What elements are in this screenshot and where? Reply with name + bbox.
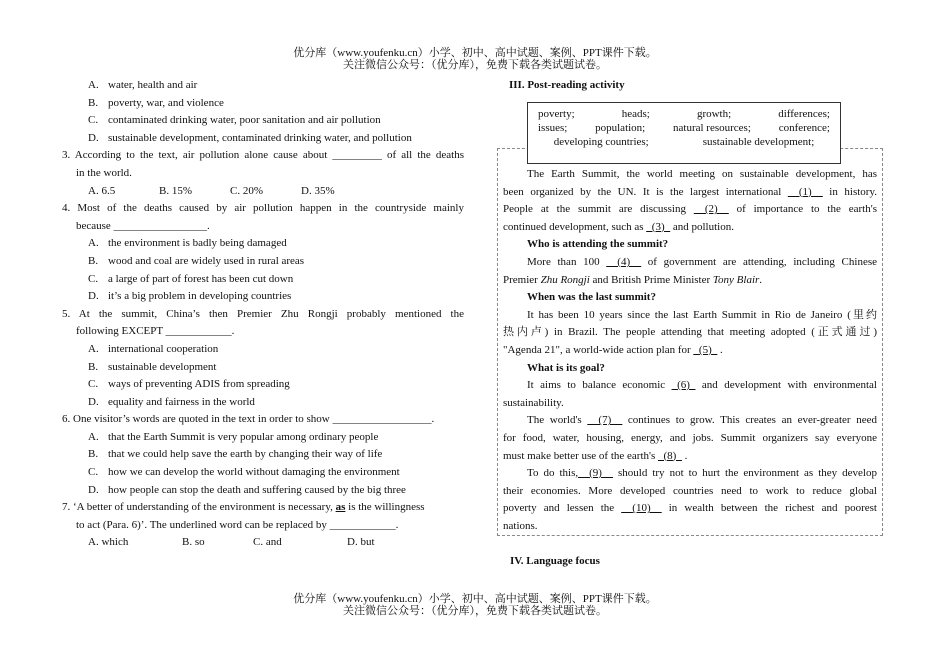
- footer-line-2: 关注微信公众号：（优分库），免费下载各类试题试卷。: [343, 605, 607, 617]
- paragraph-1: The Earth Summit, the world meeting on sustainable development, has been organized by the UN. It is the largest international __(1)__ in history. People at the summit are discussing __(2)__ of importance to the earth's continued development, such as _(3)_ and pollution.: [503, 168, 877, 233]
- section4-title: IV. Language focus: [510, 555, 600, 567]
- q3-option-c: C. 20%: [230, 184, 263, 197]
- word-bank-row-3: developing countries; sustainable development;: [553, 136, 815, 148]
- page-footer: [0, 593, 950, 617]
- q5-option-a: A. international cooperation: [88, 342, 219, 355]
- q2-option-d: D. sustainable development, contaminated drinking water, and pollution: [88, 131, 412, 144]
- q7-option-d: D. but: [347, 536, 375, 549]
- header-line-2: 关注微信公众号：（优分库），免费下载各类试题试卷。: [343, 59, 607, 71]
- q6-stem: 6. One visitor’s words are quoted in the text in order to show __________________.: [62, 413, 435, 426]
- word-bank-row-2: issues; population; natural resources; conference;: [538, 122, 830, 134]
- blank-8[interactable]: _(8)_: [658, 449, 682, 462]
- paragraph-6: To do this,__(9)__ should try not to hurt the environment as they develop their economies. More developed countries need to work to reduce global poverty and lessen the __(10)__ in wealth between the richest and poorest nations.: [503, 467, 877, 532]
- passage: [503, 166, 877, 535]
- subheading-goal: What is its goal?: [527, 361, 605, 374]
- word-bank: [527, 102, 841, 164]
- q3-stem: 3. According to the text, air pollution alone cause about _________ of all the deaths: [62, 149, 464, 162]
- q2-option-c: C. contaminated drinking water, poor sanitation and air pollution: [88, 114, 381, 127]
- q4-option-a: A. the environment is badly being damaged: [88, 237, 287, 250]
- q6-option-b: B. that we could help save the earth by changing their way of life: [88, 448, 383, 461]
- q2-option-a: A. water, health and air: [88, 79, 198, 91]
- left-column: [62, 77, 464, 552]
- blank-2[interactable]: __(2)__: [693, 203, 729, 216]
- q3-option-b: B. 15%: [159, 184, 192, 197]
- q3-options: [62, 183, 464, 201]
- blank-10[interactable]: __(10)__: [621, 502, 662, 515]
- q5-option-d: D. equality and fairness in the world: [88, 395, 255, 408]
- page-header: [0, 47, 950, 71]
- q4-stem: 4. Most of the deaths caused by air pollution happen in the countryside mainly: [62, 202, 464, 215]
- q5-option-c: C. ways of preventing ADIS from spreading: [88, 378, 290, 391]
- blank-4[interactable]: __(4)__: [606, 255, 642, 268]
- q7-underlined-word: as: [335, 501, 346, 514]
- q7-option-a: A. which: [88, 536, 129, 549]
- section3-header: [503, 76, 879, 94]
- q4-option-c: C. a large of part of forest has been cut down: [88, 272, 294, 285]
- q7-stem-cont: to act (Para. 6)’. The underlined word can be replaced by ____________.: [76, 518, 399, 531]
- q6-option-d: D. how people can stop the death and suffering caused by the big three: [88, 483, 406, 496]
- paragraph-5: The world's __(7)__ continues to grow. This creates an ever-greater need for food, water, housing, energy, and jobs. Summit organizers say everyone must make better use of the earth's _(8)_ .: [503, 414, 877, 462]
- blank-6[interactable]: _(6)_: [671, 379, 696, 392]
- paragraph-4: It aims to balance economic _(6)_ and development with environmental sustainability.: [503, 379, 877, 409]
- q3-option-d: D. 35%: [301, 184, 335, 197]
- blank-9[interactable]: __(9)__: [578, 467, 613, 480]
- blank-3[interactable]: _(3)_: [646, 220, 671, 233]
- q5-option-b: B. sustainable development: [88, 360, 217, 373]
- q7-options: [62, 534, 464, 552]
- subheading-when: When was the last summit?: [527, 291, 656, 304]
- section3-title: III. Post-reading activity: [509, 79, 625, 91]
- blank-7[interactable]: __(7)__: [587, 414, 623, 427]
- blank-5[interactable]: _(5)_: [693, 343, 718, 356]
- paragraph-3: It has been 10 years since the last Earth Summit in Rio de Janeiro (里约 热内卢) in Brazil. The people attending that meeting adopted (正式通过) "Agenda 21", a world-wide action plan for _(5)_ .: [503, 308, 877, 356]
- q7-option-b: B. so: [182, 536, 205, 549]
- q5-stem: 5. At the summit, China’s then Premier Zhu Rongji probably mentioned the: [62, 307, 464, 320]
- q4-option-b: B. wood and coal are widely used in rural areas: [88, 254, 305, 267]
- q4-option-d: D. it’s a big problem in developing countries: [88, 290, 292, 303]
- q6-option-c: C. how we can develop the world without damaging the environment: [88, 466, 400, 479]
- q7-stem: 7. ‘A better of understanding of the environment is necessary, as is the willingness: [62, 501, 425, 514]
- footer-line-1: 优分库（www.youfenku.cn）小学、初中、高中试题、案例、PPT课件下载。: [293, 593, 657, 605]
- subheading-who: Who is attending the summit?: [527, 238, 669, 251]
- q3-stem-cont: in the world.: [76, 166, 132, 179]
- q4-stem-cont: because _________________.: [76, 219, 210, 232]
- word-bank-row-1: poverty; heads; growth; differences;: [538, 108, 830, 120]
- q3-option-a: A. 6.5: [88, 184, 116, 197]
- q7-option-c: C. and: [253, 536, 282, 549]
- header-line-1: 优分库（www.youfenku.cn）小学、初中、高中试题、案例、PPT课件下载。: [293, 47, 657, 59]
- paragraph-2: More than 100 __(4)__ of government are attending, including Chinese Premier Zhu Rongji and British Prime Minister Tony Blair.: [503, 255, 877, 286]
- q6-option-a: A. that the Earth Summit is very popular among ordinary people: [88, 430, 379, 443]
- q5-stem-cont: following EXCEPT ____________.: [76, 325, 235, 338]
- blank-1[interactable]: __(1)__: [787, 185, 823, 198]
- q2-option-b: B. poverty, war, and violence: [88, 96, 224, 109]
